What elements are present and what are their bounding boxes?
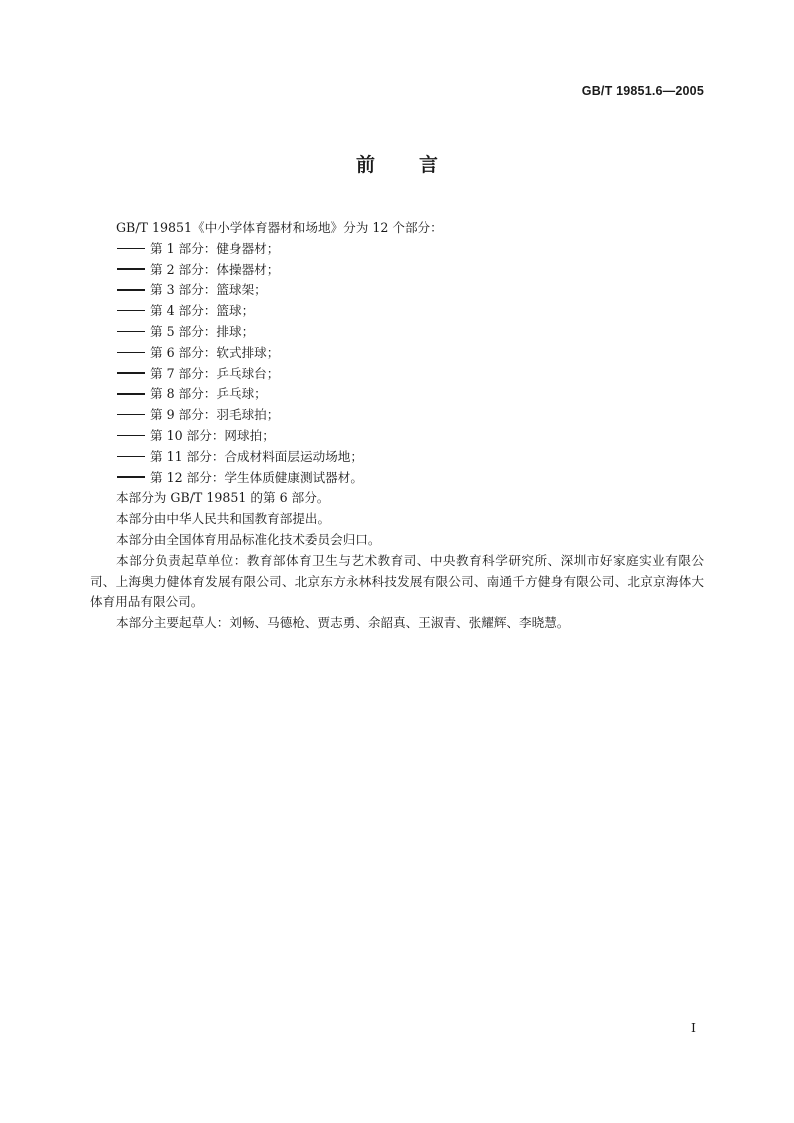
list-item [90,364,704,385]
dash-icon [117,310,145,311]
dash-icon [117,331,145,332]
part-label: 第 4 部分：篮球； [150,303,255,319]
dash-icon [117,476,145,477]
list-item [90,343,704,364]
list-item [90,301,704,322]
foreword-content [90,218,704,634]
list-item [90,384,704,405]
list-item [90,426,704,447]
drafters-paragraph: 本部分主要起草人：刘畅、马德枪、贾志勇、余韶真、王淑青、张耀辉、李晓慧。 [116,615,570,631]
part-label: 第 10 部分：网球拍； [150,427,275,443]
proposer-paragraph: 本部分由中华人民共和国教育部提出。 [116,511,331,527]
dash-icon [117,456,145,457]
document-code: GB/T 19851.6—2005 [581,84,704,98]
list-item [90,239,704,260]
page-number: I [691,1020,696,1035]
committee-paragraph: 本部分由全国体育用品标准化技术委员会归口。 [116,531,381,547]
part-label: 第 7 部分：乒乓球台； [150,365,280,381]
part-label: 第 6 部分：软式排球； [150,344,280,360]
dash-icon [117,393,145,394]
list-item [90,260,704,281]
part-label: 第 2 部分：体操器材； [150,261,280,277]
part-label: 第 12 部分：学生体质健康测试器材。 [150,469,363,485]
list-item [90,468,704,489]
list-item [90,280,704,301]
part-label: 第 11 部分：合成材料面层运动场地； [150,448,363,464]
dash-icon [117,248,145,249]
intro-paragraph: GB/T 19851《中小学体育器材和场地》分为 12 个部分： [116,220,443,235]
dash-icon [117,289,145,290]
dash-icon [117,268,145,269]
list-item [90,322,704,343]
dash-icon [117,435,145,436]
list-item [90,447,704,468]
part-label: 第 3 部分：篮球架； [150,282,267,298]
parts-list [90,239,704,489]
part-label: 第 8 部分：乒乓球； [150,386,267,402]
page-title: 前言 [355,154,482,176]
part-label: 第 1 部分：健身器材； [150,240,280,256]
part-label: 第 5 部分：排球； [150,323,255,339]
part-label: 第 9 部分：羽毛球拍； [150,407,280,423]
list-item [90,405,704,426]
dash-icon [117,372,145,373]
dash-icon [117,352,145,353]
dash-icon [117,414,145,415]
drafting-units-paragraph: 本部分负责起草单位：教育部体育卫生与艺术教育司、中央教育科学研究所、深圳市好家庭实业有限公司、上海奥力健体育发展有限公司、北京东方永林科技发展有限公司、南通千方健身有限公司、北京京海体大体育用品有限公司。 [90,552,704,610]
scope-paragraph: 本部分为 GB/T 19851 的第 6 部分。 [116,490,330,506]
